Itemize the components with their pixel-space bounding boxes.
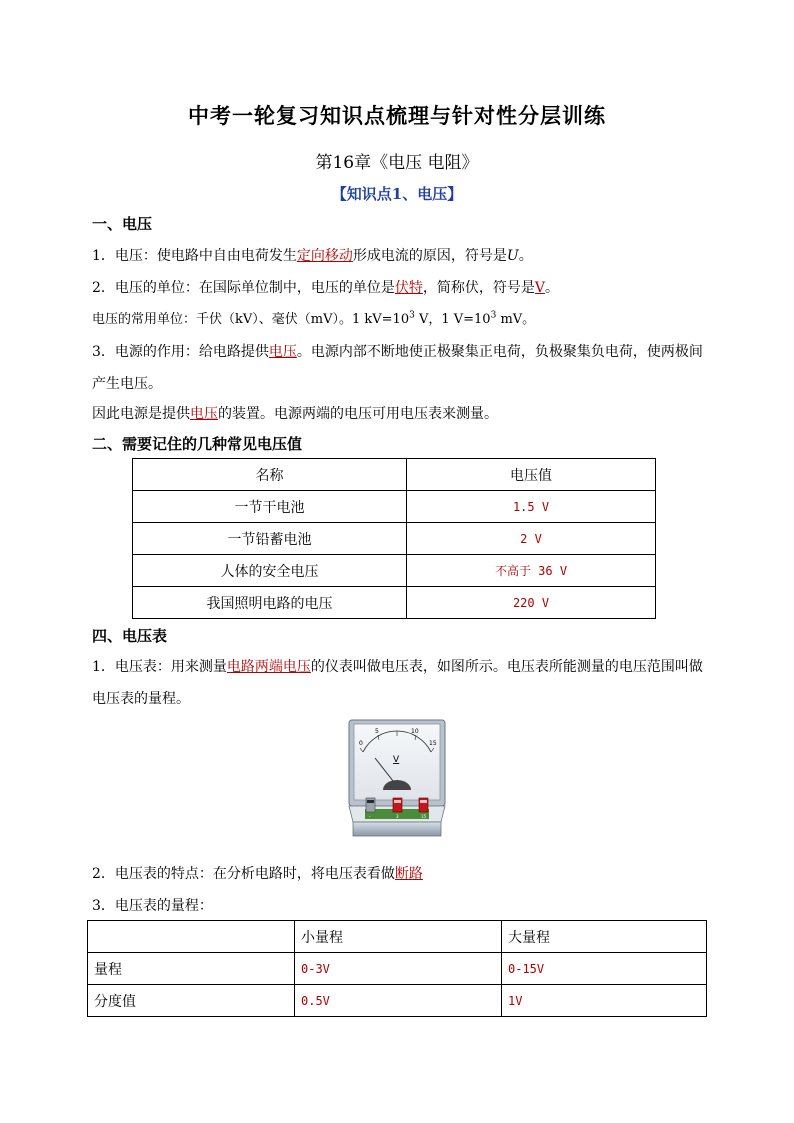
section1-heading: 一、电压 (92, 215, 153, 233)
left-bracket: 【 (331, 185, 347, 203)
scale-label: 15 (429, 740, 437, 747)
text: mV。 (496, 312, 536, 327)
answer-key: 电压 (268, 344, 297, 360)
text: 。 (545, 280, 560, 296)
power-source-role-cont: 产生电压。 (92, 376, 162, 392)
voltmeter-range-table (87, 920, 707, 1017)
value-cell: 0-3V (295, 953, 502, 985)
value-cell: 220 V (407, 587, 656, 619)
terminal-negative (366, 798, 375, 812)
answer-key: 电路两端电压 (226, 659, 311, 675)
voltmeter-illustration (345, 718, 449, 850)
right-bracket: 】 (447, 185, 463, 203)
voltmeter-range-heading: 3．电压表的量程： (92, 898, 213, 914)
text: 2．电压的单位：在国际单位制中，电压的单位是 (92, 280, 395, 296)
text: 2．电压表的特点：在分析电路时，将电压表看做 (92, 866, 395, 882)
scale-label: 10 (411, 728, 419, 735)
voltmeter-definition (92, 657, 703, 677)
terminal-label: 15 (421, 814, 427, 819)
value-cell: 不高于 36 V (407, 555, 656, 587)
terminal-15v (419, 798, 428, 812)
answer-key: V (534, 280, 546, 296)
row-label-cell: 分度值 (88, 985, 295, 1017)
table-header-row (88, 921, 707, 953)
value-cell: 1V (502, 985, 707, 1017)
section4-heading: 四、电压表 (92, 627, 168, 645)
text: 的装置。电源两端的电压可用电压表来测量。 (218, 406, 498, 422)
header-cell: 电压值 (407, 459, 656, 491)
document-title: 中考一轮复习知识点梳理与针对性分层训练 (188, 103, 606, 128)
meter-base (353, 822, 441, 836)
text: 因此电源是提供 (92, 406, 190, 422)
answer-key: 定向移动 (296, 248, 353, 264)
header-cell: 小量程 (295, 921, 502, 953)
name-cell: 我国照明电路的电压 (133, 587, 407, 619)
value-cell: 1.5 V (407, 491, 656, 523)
power-source-role (92, 342, 703, 362)
common-voltage-table (132, 458, 656, 619)
section2-heading: 二、需要记住的几种常见电压值 (92, 435, 303, 453)
value-cell: 2 V (407, 523, 656, 555)
exponent: 3 (409, 310, 415, 321)
value-cell: 0-15V (502, 953, 707, 985)
table-header-row (133, 459, 656, 491)
voltage-unit (92, 278, 559, 298)
row-label-cell: 量程 (88, 953, 295, 985)
exponent: 3 (490, 310, 497, 321)
symbol: U (506, 248, 519, 264)
text: 1．电压表：用来测量 (92, 659, 227, 675)
text: V，1 V=10 (414, 312, 491, 327)
table-row (133, 555, 656, 587)
name-cell: 一节干电池 (133, 491, 407, 523)
value-cell: 0.5V (295, 985, 502, 1017)
name-cell: 人体的安全电压 (133, 555, 407, 587)
table-row (133, 523, 656, 555)
header-cell: 大量程 (502, 921, 707, 953)
common-units (92, 310, 535, 330)
header-cell (88, 921, 295, 953)
text: 电压的常用单位：千伏（kV）、毫伏（mV）。1 kV=10 (92, 312, 410, 327)
voltmeter-definition-cont: 电压表的量程。 (92, 691, 190, 707)
text: 1．电压：使电路中自由电荷发生 (92, 248, 297, 264)
text: 的仪表叫做电压表，如图所示。电压表所能测量的电压范围叫做 (310, 659, 703, 675)
terminal-3v (393, 798, 402, 812)
answer-key: 电压 (190, 406, 218, 422)
text: 。电源内部不断地使正极聚集正电荷，负极聚集负电荷，使两极间 (296, 344, 703, 360)
scale-label: 5 (375, 728, 379, 735)
name-cell: 一节铅蓄电池 (133, 523, 407, 555)
voltage-definition (92, 246, 533, 266)
text: 3．电源的作用：给电路提供 (92, 344, 269, 360)
power-source-conclusion (92, 404, 498, 424)
scale-label: 0 (359, 740, 363, 747)
table-row (133, 587, 656, 619)
text: 。 (518, 248, 533, 264)
text: ，简称伏，符号是 (422, 280, 535, 296)
table-row (88, 953, 707, 985)
text: 形成电流的原因，符号是 (352, 248, 507, 264)
answer-key: 伏特 (394, 280, 423, 296)
unit-label: V (393, 755, 400, 765)
table-row (133, 491, 656, 523)
terminal-label: - (369, 814, 371, 819)
knowledge-point-text: 知识点1、电压 (346, 185, 448, 203)
chapter-title: 第16章《电压 电阻》 (315, 153, 479, 173)
table-row (88, 985, 707, 1017)
answer-key: 断路 (394, 866, 423, 882)
voltmeter-feature (92, 864, 423, 884)
terminal-label: 3 (396, 814, 399, 819)
knowledge-point-heading (0, 183, 794, 204)
header-cell: 名称 (133, 459, 407, 491)
